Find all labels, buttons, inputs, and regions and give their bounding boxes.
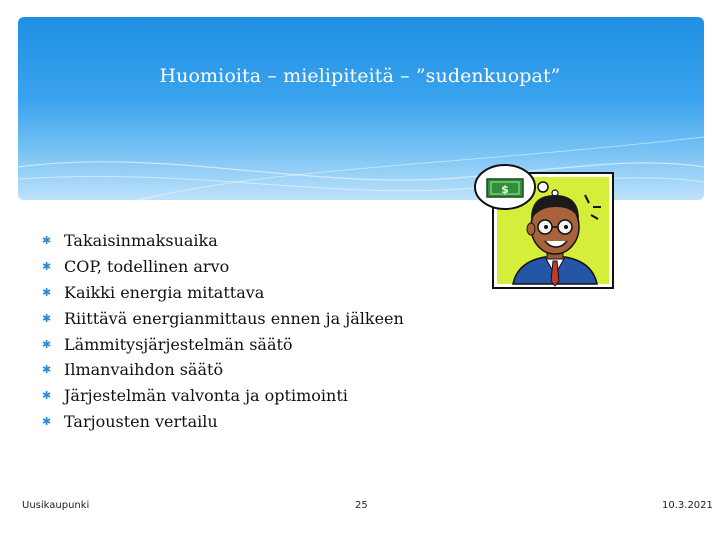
eye — [544, 225, 548, 229]
bullet-marker-icon: ✱ — [42, 389, 52, 403]
list-item — [42, 383, 404, 409]
eye — [564, 225, 568, 229]
dollar-symbol: $ — [501, 183, 509, 196]
list-item — [42, 280, 404, 306]
footer-date: 10.3.2021 — [662, 500, 713, 511]
list-item — [42, 228, 404, 254]
slide-title: Huomioita – mielipiteitä – ”sudenkuopat” — [159, 65, 561, 87]
ear — [527, 223, 535, 235]
bullet-marker-icon: ✱ — [42, 414, 52, 428]
footer-location: Uusikaupunki — [22, 500, 90, 511]
page-number: 25 — [355, 500, 368, 511]
list-item — [42, 254, 404, 280]
bullet-text: Järjestelmän valvonta ja optimointi — [64, 386, 348, 406]
bullet-text: Ilmanvaihdon säätö — [64, 360, 224, 380]
necktie — [551, 261, 559, 286]
bullet-text: Kaikki energia mitattava — [64, 282, 265, 302]
bullet-marker-icon: ✱ — [42, 260, 52, 274]
bullet-list — [42, 228, 404, 434]
list-item — [42, 305, 404, 331]
bullet-text: Lämmitysjärjestelmän säätö — [64, 334, 293, 354]
bullet-text: Tarjousten vertailu — [64, 411, 218, 431]
bullet-marker-icon: ✱ — [42, 311, 52, 325]
bullet-text: Takaisinmaksuaika — [64, 231, 218, 251]
list-item — [42, 409, 404, 435]
list-item — [42, 331, 404, 357]
bullet-marker-icon: ✱ — [42, 337, 52, 351]
businessman-thinking-money-icon — [465, 155, 620, 295]
bullet-marker-icon: ✱ — [42, 363, 52, 377]
bullet-text: Riittävä energianmittaus ennen ja jälkeen — [64, 308, 404, 328]
bullet-marker-icon: ✱ — [42, 234, 52, 248]
bullet-marker-icon: ✱ — [42, 285, 52, 299]
bullet-text: COP, todellinen arvo — [64, 257, 230, 277]
list-item — [42, 357, 404, 383]
thought-dot — [538, 182, 548, 192]
